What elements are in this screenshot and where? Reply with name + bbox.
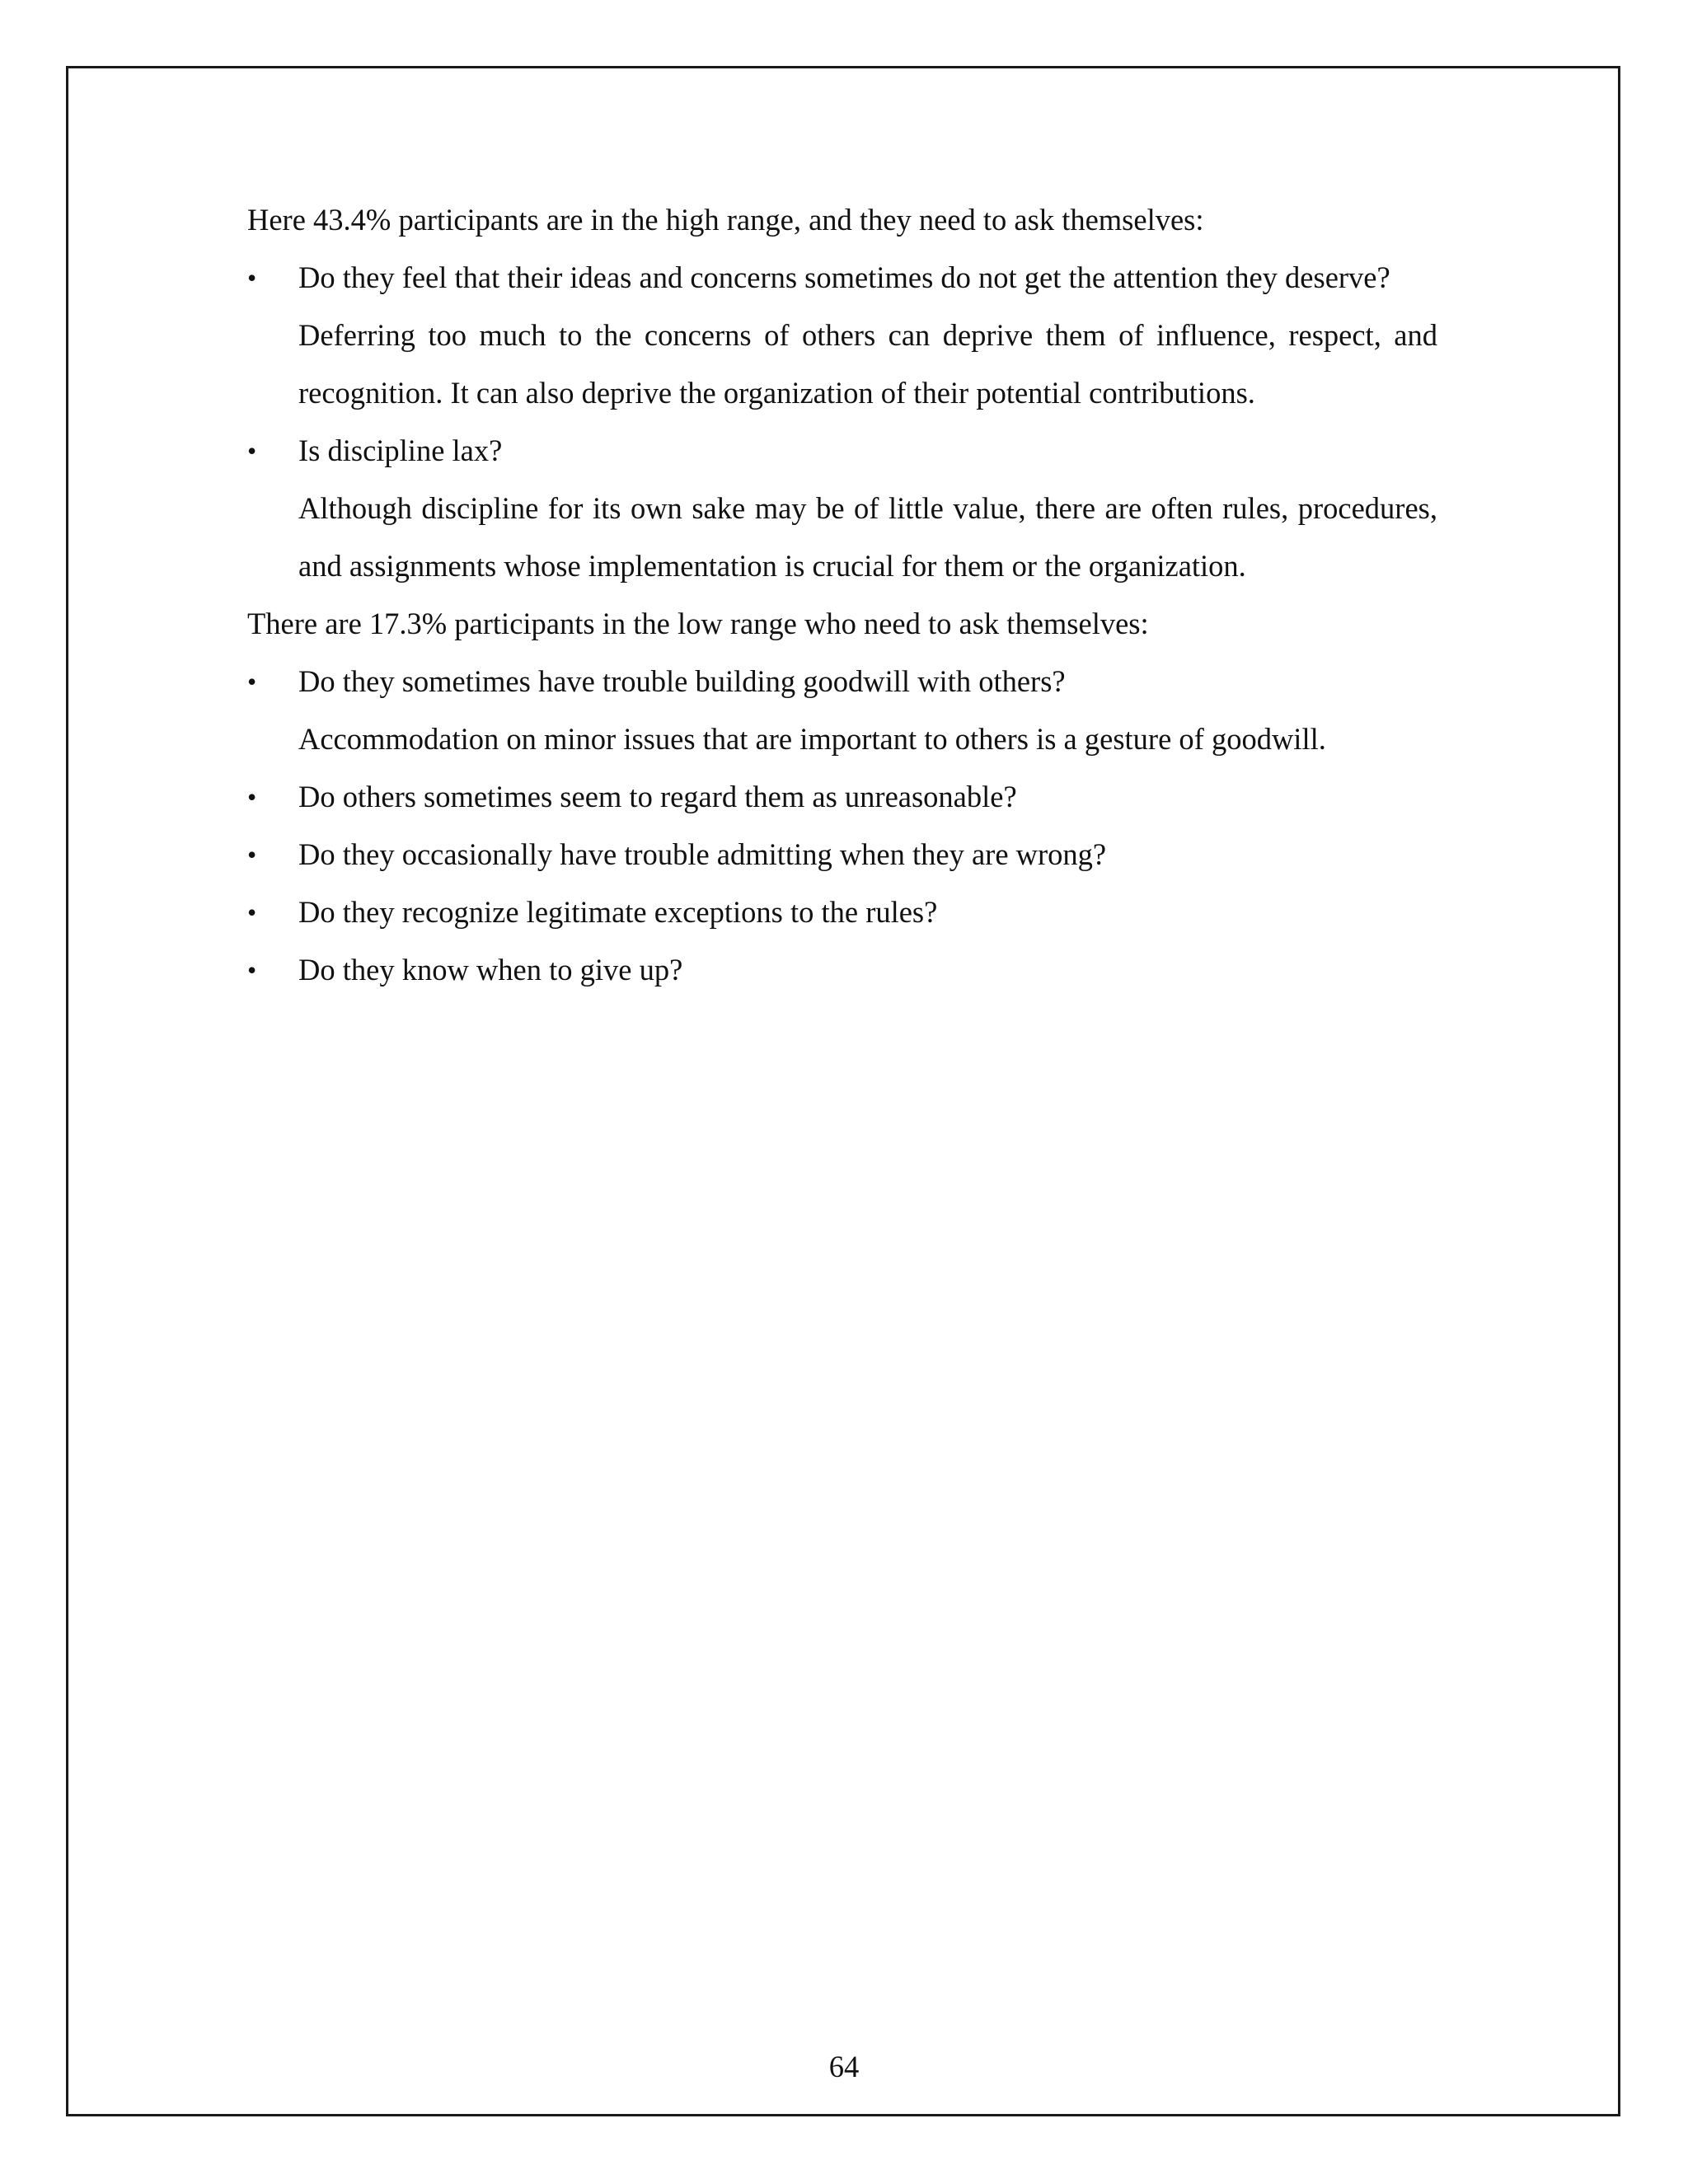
bullet-icon: •: [247, 840, 257, 869]
question-text: Is discipline lax?: [298, 434, 503, 467]
explanation-text: Deferring too much to the concerns of others can deprive them of influence, respect, and recognition. It can also deprive the organization of their potential contributions.: [298, 318, 1437, 410]
question-text: Do they occasionally have trouble admitting when they are wrong?: [298, 837, 1107, 871]
intro-low-range: There are 17.3% participants in the low range who need to ask themselves:: [247, 607, 1149, 640]
bullet-icon: •: [247, 263, 257, 293]
list-item: [247, 883, 1437, 941]
page-content: [247, 191, 1437, 999]
bullet-icon: •: [247, 436, 257, 466]
bullet-icon: •: [247, 667, 257, 696]
question-text: Do others sometimes seem to regard them as unreasonable?: [298, 780, 1017, 813]
list-item: [247, 653, 1437, 768]
list-item: [247, 768, 1437, 826]
list-item: [247, 826, 1437, 883]
intro-high-range: Here 43.4% participants are in the high range, and they need to ask themselves:: [247, 203, 1204, 237]
list-item: [247, 422, 1437, 595]
question-text: Do they feel that their ideas and concerns sometimes do not get the attention they deserve?: [298, 260, 1390, 294]
explanation-text: Accommodation on minor issues that are important to others is a gesture of goodwill.: [298, 722, 1326, 756]
bullet-icon: •: [247, 782, 257, 812]
high-range-questions: [247, 249, 1437, 595]
low-range-questions: [247, 653, 1437, 999]
question-text: Do they know when to give up?: [298, 953, 683, 987]
list-item: [247, 941, 1437, 999]
explanation-text: Although discipline for its own sake may be of little value, there are often rules, procedures, and assignments whose implementation is crucial for them or the organization.: [298, 491, 1437, 583]
bullet-icon: •: [247, 955, 257, 985]
question-text: Do they recognize legitimate exceptions to the rules?: [298, 895, 938, 929]
question-text: Do they sometimes have trouble building goodwill with others?: [298, 664, 1066, 698]
page-number: 64: [828, 2050, 860, 2083]
list-item: [247, 249, 1437, 422]
bullet-icon: •: [247, 898, 257, 927]
